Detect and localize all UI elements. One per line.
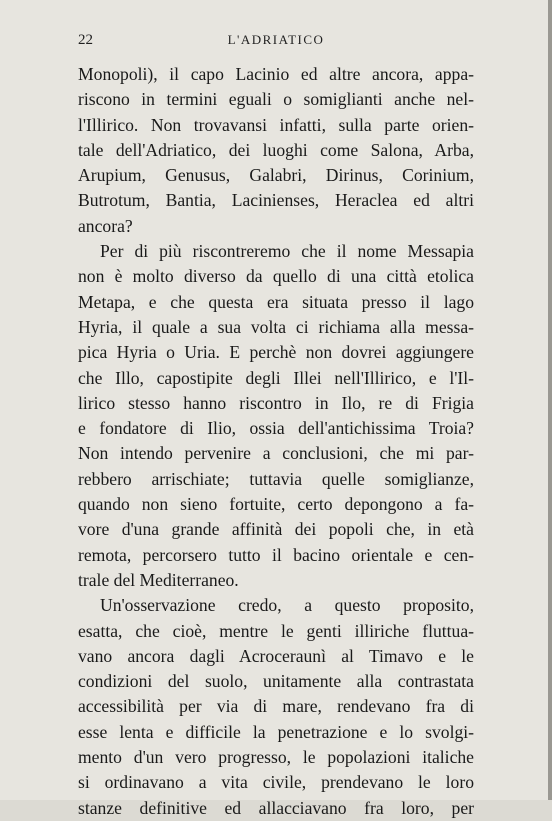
page-number: 22 (78, 32, 93, 48)
text-line: esse lenta e difficile la penetrazione e lo svolgi- (78, 721, 474, 742)
text-line: rebbero arrischiate; tuttavia quelle somiglianze, (78, 468, 474, 489)
text-line: vano ancora dagli Acroceraunì al Timavo e le (78, 645, 474, 666)
text-line: Per di più riscontreremo che il nome Messapia (100, 241, 474, 262)
text-line: l'Illirico. Non trovavansi infatti, sulla parte orien- (78, 114, 474, 135)
text-line: che Illo, capostipite degli Illei nell'Illirico, e l'Il- (78, 367, 474, 388)
text-line: Non intendo pervenire a conclusioni, che mi par- (78, 443, 474, 464)
text-line: si ordinavano a vita civile, prendevano le loro (78, 772, 474, 793)
text-line: Un'osservazione credo, a questo proposito, (100, 595, 474, 616)
text-line: Monopoli), il capo Lacinio ed altre ancora, appa- (78, 64, 474, 84)
text-line: remota, percorsero tutto il bacino orientale e cen- (78, 544, 474, 565)
text-line: accessibilità per via di mare, rendevano fra di (78, 696, 474, 717)
text-line: non è molto diverso da quello di una città etolica (78, 266, 474, 287)
text-line: Butrotum, Bantia, Lacinienses, Heraclea ed altri (78, 190, 474, 211)
text-line: Metapa, e che questa era situata presso il lago (78, 291, 474, 312)
text-line: stanze definitive ed allacciavano fra loro, per (78, 797, 474, 818)
text-line: vore d'una grande affinità dei popoli che, in età (78, 519, 474, 540)
text-line: Arupium, Genusus, Galabri, Dirinus, Corinium, (78, 165, 474, 186)
text-line: pica Hyria o Uria. E perchè non dovrei aggiungere (78, 342, 474, 363)
text-line: Hyria, il quale a sua volta ci richiama alla messa- (78, 316, 474, 337)
text-line: e fondatore di Ilio, ossia dell'antichissima Troia? (78, 418, 474, 439)
text-line: condizioni del suolo, unitamente alla contrastata (78, 671, 474, 692)
body-text (78, 62, 474, 821)
text-line: tale dell'Adriatico, dei luoghi come Salona, Arba, (78, 139, 474, 160)
text-line: trale del Mediterraneo. (78, 569, 239, 590)
text-line: ancora? (78, 215, 133, 236)
running-title: L'ADRIATICO (227, 32, 325, 47)
text-line: quando non sieno fortuite, certo depongono a fa- (78, 494, 474, 515)
text-line: riscono in termini eguali o somiglianti anche nel- (78, 89, 474, 110)
text-line: esatta, che cioè, mentre le genti illiriche fluttua- (78, 620, 474, 641)
text-line: lirico stesso hanno riscontro in Ilo, re di Frigia (78, 392, 474, 413)
text-line: mento d'un vero progresso, le popolazioni italiche (78, 747, 474, 768)
page-header (78, 32, 474, 54)
